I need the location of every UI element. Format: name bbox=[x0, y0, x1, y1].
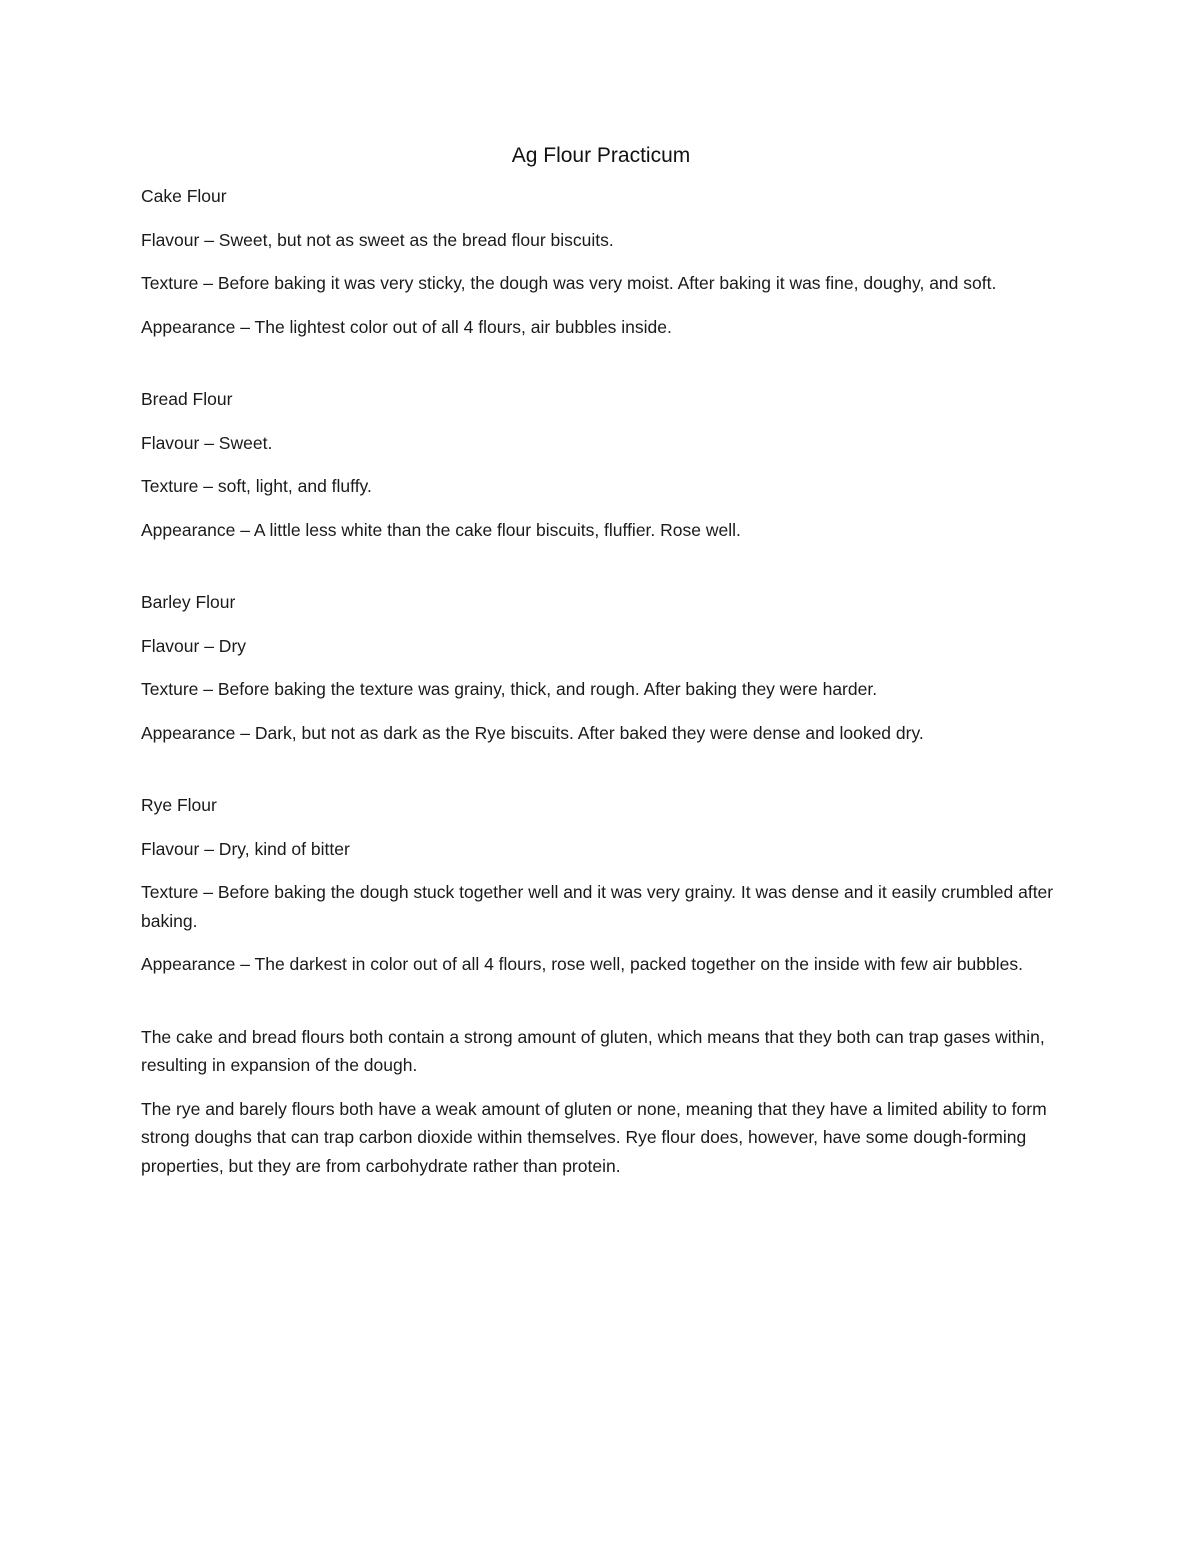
conclusion-paragraph: The cake and bread flours both contain a strong amount of gluten, which means that they both can trap gases within, resulting in expansion of the dough. bbox=[141, 1026, 1045, 1075]
document-body bbox=[141, 140, 1061, 1195]
section-heading: Cake Flour bbox=[141, 186, 227, 206]
section-spacer bbox=[141, 356, 1061, 385]
section-heading: Rye Flour bbox=[141, 795, 217, 815]
texture-text: Texture – Before baking it was very sticky, the dough was very moist. After baking it was fine, doughy, and soft. bbox=[141, 273, 997, 293]
flavour-text: Flavour – Dry, kind of bitter bbox=[141, 838, 350, 859]
conclusion-paragraph: The rye and barely flours both have a weak amount of gluten or none, meaning that they have a limited ability to form strong doughs that can trap carbon dioxide within themselves. Rye flour does, however, have some dough-forming properties, but they are from carbohydrate rather than protein. bbox=[141, 1098, 1047, 1176]
section-barley-flour bbox=[141, 588, 1061, 747]
section-heading: Barley Flour bbox=[141, 592, 236, 612]
texture-text: Texture – soft, light, and fluffy. bbox=[141, 476, 372, 496]
appearance-text: Appearance – The lightest color out of all 4 flours, air bubbles inside. bbox=[141, 316, 672, 337]
flavour-text: Flavour – Sweet. bbox=[141, 432, 273, 453]
appearance-text: Appearance – The darkest in color out of all 4 flours, rose well, packed together on the inside with few air bubbles. bbox=[141, 954, 1023, 974]
section-heading: Bread Flour bbox=[141, 389, 233, 409]
appearance-text: Appearance – A little less white than the cake flour biscuits, fluffier. Rose well. bbox=[141, 519, 741, 540]
section-bread-flour bbox=[141, 385, 1061, 544]
conclusion bbox=[141, 1023, 1061, 1181]
texture-text: Texture – Before baking the dough stuck together well and it was very grainy. It was dense and it easily crumbled after baking. bbox=[141, 882, 1054, 931]
flavour-text: Flavour – Sweet, but not as sweet as the bread flour biscuits. bbox=[141, 229, 614, 250]
document-title: Ag Flour Practicum bbox=[511, 144, 691, 167]
appearance-text: Appearance – Dark, but not as dark as the Rye biscuits. After baked they were dense and looked dry. bbox=[141, 722, 924, 743]
section-cake-flour bbox=[141, 182, 1061, 341]
flavour-text: Flavour – Dry bbox=[141, 635, 247, 656]
texture-text: Texture – Before baking the texture was grainy, thick, and rough. After baking they were harder. bbox=[141, 679, 878, 699]
section-spacer bbox=[141, 762, 1061, 791]
section-spacer bbox=[141, 994, 1061, 1023]
section-spacer bbox=[141, 559, 1061, 588]
section-rye-flour bbox=[141, 791, 1061, 979]
